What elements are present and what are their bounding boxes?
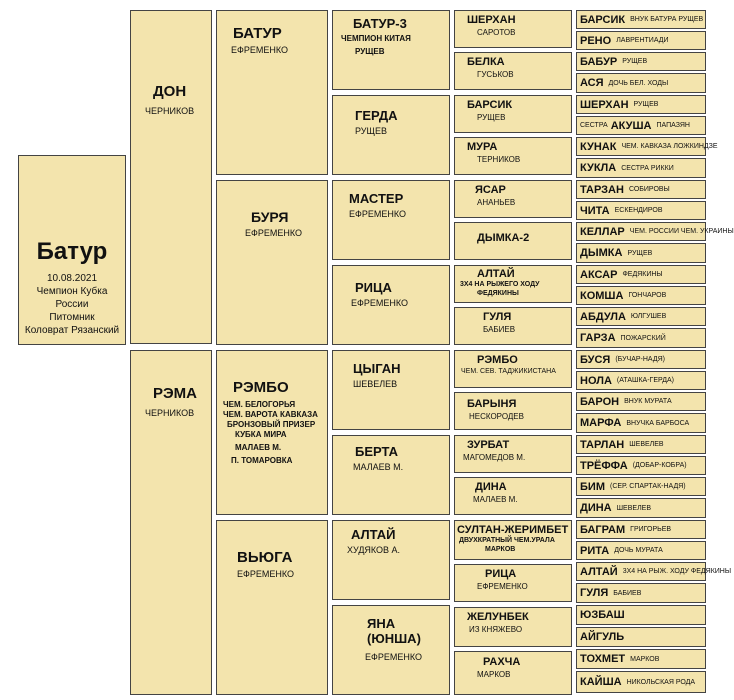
gen3-owner: МАЛАЕВ М.: [353, 462, 404, 472]
gen4-name: РИЦА: [485, 568, 517, 580]
gen4-name: ДИНА: [475, 481, 507, 493]
gen4-owner: АНАНЬЕВ: [477, 198, 516, 207]
gen5-card: [576, 498, 706, 518]
gen4-owner: ЧЕМ. СЕВ. ТАДЖИКИСТАНА: [461, 368, 556, 375]
dam-sire-name: РЭМБО: [233, 379, 289, 396]
gen5-card: [576, 583, 706, 603]
dog-info-line: 10.08.2021: [46, 273, 98, 284]
gen4-owner: НЕСКОРОДЕВ: [469, 412, 524, 421]
gen4-name: БЕЛКА: [467, 56, 505, 68]
gen4-card: [454, 222, 572, 260]
gen5-owner: ПОЖАРСКИЙ: [620, 334, 666, 342]
dam-sire-line: КУБКА МИРА: [235, 430, 287, 439]
gen3-owner: РУЩЕВ: [355, 126, 387, 136]
gen5-owner: ВНУЧКА БАРБОСА: [626, 419, 690, 427]
gen5-name: ДЫМКА: [580, 247, 623, 259]
gen5-owner: ФЕДЯКИНЫ: [622, 271, 663, 278]
dam-card: [130, 350, 212, 695]
gen3-owner: ЕФРЕМЕНКО: [351, 298, 408, 308]
gen5-name: ГУЛЯ: [580, 587, 609, 599]
gen4-name: МУРА: [467, 141, 498, 153]
gen4-card: [454, 520, 572, 560]
gen4-card: [454, 10, 572, 48]
gen4-name: РЭМБО: [477, 354, 518, 366]
gen3-card-dsd: [332, 435, 450, 515]
sire-sire-card: [216, 10, 328, 175]
gen5-name: КУКЛА: [580, 162, 617, 174]
gen5-name: БИМ: [580, 480, 605, 493]
sire-dam-card: [216, 180, 328, 345]
gen5-owner: НИКОЛЬСКАЯ РОДА: [626, 678, 696, 686]
gen5-owner: ПАПАЗЯН: [656, 122, 690, 129]
dog-name: Батур: [36, 238, 108, 265]
gen5-name: ТРЁФФА: [580, 459, 628, 472]
gen5-card: [576, 562, 732, 581]
gen5-owner: ЕСКЕНДИРОВ: [614, 207, 663, 214]
gen5-card: [576, 31, 706, 50]
dog-card: [18, 155, 126, 345]
gen5-name: ЮЗБАШ: [580, 609, 625, 621]
dog-info-line: Питомник: [49, 312, 95, 323]
gen4-owner: ИЗ КНЯЖЕВО: [469, 625, 523, 634]
dog-info-line: России: [55, 299, 89, 310]
dam-name: РЭМА: [153, 385, 198, 402]
gen5-card: [576, 265, 706, 284]
gen4-card: [454, 651, 572, 695]
gen4-name: ЯСАР: [475, 184, 506, 196]
gen4-name: СУЛТАН-ЖЕРИМБЕТ: [457, 524, 569, 536]
dam-dam-card: [216, 520, 328, 695]
gen4-owner: САРОТОВ: [477, 28, 516, 37]
gen4-name: ГУЛЯ: [483, 311, 512, 323]
sire-name: ДОН: [153, 83, 187, 100]
gen5-owner: (БУЧАР-НАДЯ): [615, 356, 665, 363]
gen3-name: АЛТАЙ: [351, 527, 396, 542]
gen5-name: БАБУР: [580, 55, 618, 68]
gen4-card: [454, 265, 572, 303]
gen4-name: БАРЫНЯ: [467, 398, 517, 410]
gen5-name: БАРОН: [580, 395, 620, 408]
gen3-owner: ХУДЯКОВ А.: [347, 545, 401, 555]
gen5-card: [576, 371, 706, 390]
gen5-owner: (СЕР. СПАРТАК-НАДЯ): [609, 483, 686, 490]
gen5-owner: РУЩЕВ: [633, 101, 659, 108]
gen3-card-sdd: [332, 265, 450, 345]
dam-sire-line: ЧЕМ. ВАРОТА КАВКАЗА: [223, 410, 318, 419]
gen5-card: [576, 201, 706, 220]
gen5-name: КЕЛЛАР: [580, 225, 625, 238]
gen5-card: [576, 52, 706, 71]
gen5-owner: ЮЛГУШЕВ: [630, 313, 667, 320]
gen4-owner: БАБИЕВ: [483, 325, 516, 334]
gen3-line: РУЩЕВ: [355, 47, 385, 56]
sire-sire-owner: ЕФРЕМЕНКО: [231, 45, 288, 55]
gen5-owner: ЧЕМ. РОССИИ ЧЕМ. УКРАИНЫ: [629, 228, 734, 235]
gen4-owner: МАЛАЕВ М.: [473, 495, 518, 504]
gen3-name: МАСТЕР: [349, 191, 404, 206]
gen5-owner: ВНУК МУРАТА: [624, 398, 672, 405]
gen5-owner: СОБИРОВЫ: [628, 186, 670, 193]
gen5-card: [576, 243, 706, 263]
gen3-card-dss: [332, 350, 450, 430]
gen5-owner: РУЩЕВ: [627, 249, 653, 257]
gen5-name: НОЛА: [580, 374, 612, 387]
gen4-owner: ЕФРЕМЕНКО: [477, 582, 528, 591]
gen5-name: АСЯ: [580, 77, 604, 89]
gen5-card: [576, 95, 706, 114]
dam-sire-card: [216, 350, 328, 515]
gen5-name: КУНАК: [580, 140, 617, 153]
gen5-name: МАРФА: [580, 417, 622, 429]
gen4-card: [454, 477, 572, 515]
dam-dam-owner: ЕФРЕМЕНКО: [237, 569, 294, 579]
gen5-card: [576, 328, 706, 348]
gen5-name: АБДУЛА: [580, 310, 626, 323]
gen5-owner: ДОЧЬ БЕЛ. ХОДЫ: [608, 79, 669, 87]
gen3-card-ssd: [332, 95, 450, 175]
gen5-card: [576, 649, 706, 669]
gen4-line: ФЕДЯКИНЫ: [477, 290, 519, 297]
gen5-card: [576, 435, 706, 454]
gen4-card: [454, 564, 572, 602]
gen5-card: [576, 627, 706, 647]
gen5-name: ТАРЛАН: [580, 438, 625, 451]
gen4-card: [454, 607, 572, 647]
gen5-owner: ШЕВЕЛЕВ: [616, 504, 651, 512]
gen5-name: АКУША: [610, 119, 652, 132]
gen3-card-dds: [332, 520, 450, 600]
gen4-card: [454, 350, 572, 388]
gen5-name: ТАРЗАН: [580, 183, 624, 196]
sire-card: [130, 10, 212, 344]
gen5-card: [576, 307, 706, 326]
dam-dam-name: ВЬЮГА: [237, 549, 293, 566]
gen5-card: [576, 671, 706, 693]
gen5-name: БАГРАМ: [580, 523, 626, 536]
gen4-name: БАРСИК: [467, 99, 513, 111]
gen4-card: [454, 307, 572, 345]
gen5-name: ГАРЗА: [580, 332, 616, 344]
gen4-owner: РУЩЕВ: [477, 113, 506, 122]
gen3-name: ЦЫГАН: [353, 361, 401, 376]
gen5-card: [576, 180, 706, 199]
gen5-name: БУСЯ: [580, 353, 611, 366]
gen3-line: ЧЕМПИОН КИТАЯ: [341, 34, 411, 43]
gen3-name: ГЕРДА: [355, 108, 398, 123]
gen3-card-ddd: [332, 605, 450, 695]
gen5-owner: 3Х4 НА РЫЖ. ХОДУ ФЕДЯКИНЫ: [622, 568, 732, 575]
gen5-name: ЧИТА: [580, 204, 610, 217]
gen4-line: 3Х4 НА РЫЖЕГО ХОДУ: [460, 281, 540, 288]
sire-sire-name: БАТУР: [233, 25, 282, 42]
dog-info-line: Чемпион Кубка: [36, 286, 108, 297]
sire-dam-name: БУРЯ: [251, 209, 289, 225]
sire-dam-owner: ЕФРЕМЕНКО: [245, 228, 302, 238]
gen5-owner: ГОНЧАРОВ: [628, 292, 667, 299]
dog-info-line: Коловрат Рязанский: [24, 325, 120, 336]
gen5-card: [576, 73, 706, 93]
gen5-owner: ЛАВРЕНТИАДИ: [616, 37, 669, 44]
gen3-card-sss: [332, 10, 450, 90]
gen4-card: [454, 95, 572, 133]
gen3-name: РИЦА: [355, 280, 392, 295]
gen3-name: ЯНА (ЮНША): [367, 616, 421, 646]
gen5-name: АЙГУЛЬ: [580, 631, 625, 643]
gen5-prefix: СЕСТРА: [580, 122, 608, 129]
gen4-owner: ГУСЬКОВ: [477, 70, 514, 79]
gen4-name: АЛТАЙ: [477, 268, 515, 280]
gen5-owner: ДОЧЬ МУРАТА: [614, 547, 663, 554]
gen5-card: [576, 10, 706, 29]
gen4-card: [454, 52, 572, 90]
gen4-owner: МАРКОВ: [477, 670, 511, 679]
dam-sire-line: БРОНЗОВЫЙ ПРИЗЕР: [227, 420, 316, 429]
gen5-owner: БАБИЕВ: [613, 589, 642, 597]
gen4-owner: ТЕРНИКОВ: [477, 155, 521, 164]
gen5-name: АЛТАЙ: [580, 565, 618, 578]
gen5-name: КОМША: [580, 289, 624, 302]
gen5-name: ДИНА: [580, 502, 612, 514]
gen5-name: АКСАР: [580, 268, 618, 281]
gen5-owner: (АТАШКА-ГЕРДА): [616, 377, 674, 384]
gen5-card: [576, 392, 706, 411]
gen5-card: [576, 158, 706, 178]
gen5-owner: СЕСТРА РИККИ: [621, 164, 674, 172]
gen3-owner: ШЕВЕЛЕВ: [353, 379, 398, 389]
gen3-owner: ЕФРЕМЕНКО: [365, 652, 422, 662]
gen5-owner: (ДОБАР-КОБРА): [632, 462, 687, 469]
gen5-name: ТОХМЕТ: [580, 653, 626, 665]
gen5-card: [576, 520, 706, 539]
gen5-name: БАРСИК: [580, 13, 626, 26]
gen5-card: [576, 137, 718, 156]
gen5-owner: ВНУК БАТУРА РУЩЕВ: [630, 16, 704, 23]
gen4-card: [454, 137, 572, 175]
dam-sire-line: П. ТОМАРОВКА: [231, 456, 293, 465]
dam-owner: ЧЕРНИКОВ: [145, 408, 195, 418]
gen5-card: [576, 541, 706, 560]
gen4-name: ДЫМКА-2: [477, 232, 530, 244]
gen3-card-sds: [332, 180, 450, 260]
gen4-line: МАРКОВ: [485, 546, 516, 553]
gen4-card: [454, 435, 572, 473]
gen5-card: [576, 286, 706, 305]
gen5-name: КАЙША: [580, 676, 622, 688]
gen4-name: ЗУРБАТ: [467, 439, 510, 451]
gen5-card: [576, 116, 706, 135]
gen5-card: [576, 350, 706, 369]
gen3-name: БАТУР-3: [353, 16, 407, 31]
gen4-owner: МАГОМЕДОВ М.: [463, 453, 526, 462]
gen5-owner: ЧЕМ. КАВКАЗА ЛОЖКИНДЗЕ: [621, 143, 718, 150]
gen5-name: РИТА: [580, 544, 610, 557]
gen3-name: БЕРТА: [355, 444, 399, 459]
gen5-owner: ШЕВЕЛЕВ: [629, 441, 664, 448]
gen5-card: [576, 456, 706, 475]
gen5-card: [576, 605, 706, 625]
gen4-name: РАХЧА: [483, 656, 521, 668]
gen5-owner: РУЩЕВ: [622, 58, 648, 65]
gen4-name: ШЕРХАН: [467, 14, 516, 26]
gen4-card: [454, 180, 572, 218]
gen5-owner: ГРИГОРЬЕВ: [630, 526, 672, 533]
gen4-card: [454, 392, 572, 430]
gen4-name: ЖЕЛУНБЕК: [467, 611, 529, 623]
dam-sire-line: ЧЕМ. БЕЛОГОРЬЯ: [223, 400, 296, 409]
sire-owner: ЧЕРНИКОВ: [145, 106, 195, 116]
dam-sire-line: МАЛАЕВ М.: [235, 443, 282, 452]
gen5-card: [576, 477, 706, 496]
gen3-owner: ЕФРЕМЕНКО: [349, 209, 406, 219]
gen5-owner: МАРКОВ: [630, 655, 660, 663]
gen5-name: РЕНО: [580, 34, 612, 47]
gen5-card: [576, 413, 706, 433]
gen5-card: [576, 222, 734, 241]
gen5-name: ШЕРХАН: [580, 98, 629, 111]
gen4-line: ДВУХКРАТНЫЙ ЧЕМ.УРАЛА: [459, 537, 555, 544]
